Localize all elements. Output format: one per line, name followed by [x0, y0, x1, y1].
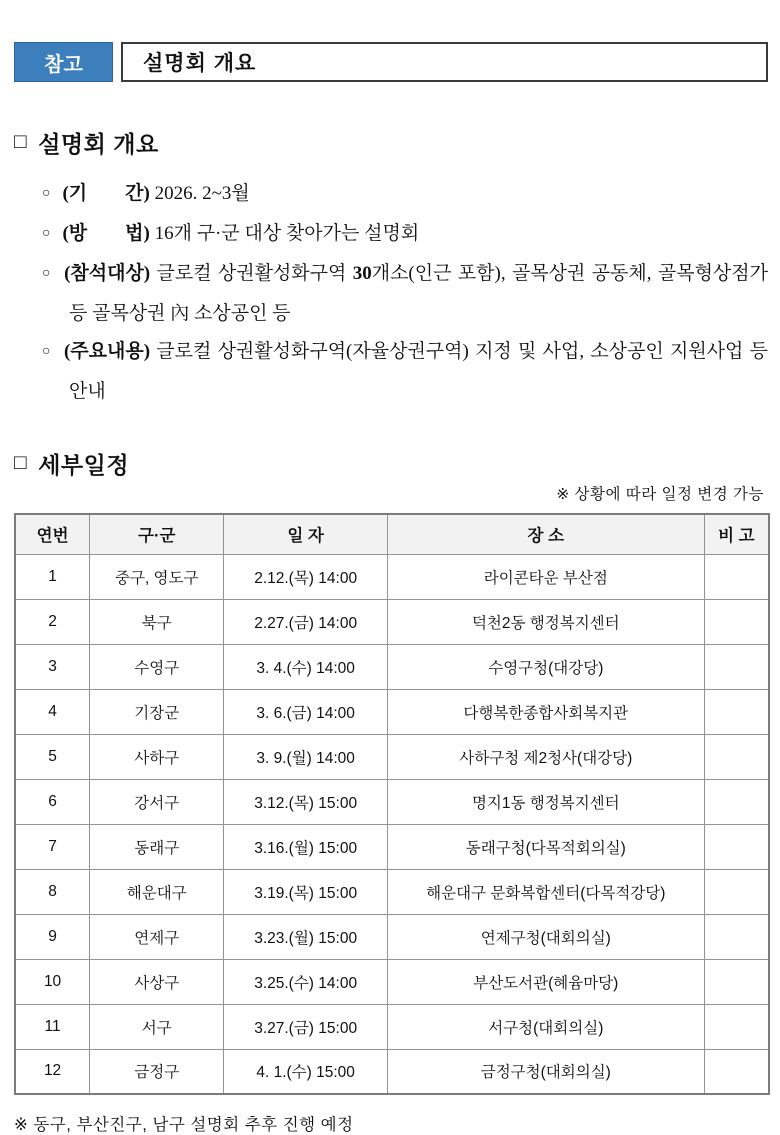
- table-cell: 동래구청(다목적회의실): [387, 824, 704, 869]
- reference-tag-label: 참고: [44, 53, 83, 76]
- table-cell: [704, 824, 769, 869]
- table-cell: 3: [15, 644, 90, 689]
- table-cell: 8: [15, 869, 90, 914]
- table-cell: 연제구청(대회의실): [387, 914, 704, 959]
- table-cell: [704, 779, 769, 824]
- table-cell: 3. 4.(수) 14:00: [224, 644, 388, 689]
- table-cell: 3.25.(수) 14:00: [224, 959, 388, 1004]
- overview-heading-text: 설명회 개요: [38, 131, 159, 157]
- table-cell: 7: [15, 824, 90, 869]
- schedule-footnote: ※ 동구, 부산진구, 남구 설명회 추후 진행 예정: [14, 1116, 354, 1134]
- table-row: [15, 869, 769, 914]
- table-cell: 중구, 영도구: [90, 554, 224, 599]
- table-cell: 3.19.(목) 15:00: [224, 869, 388, 914]
- table-cell: 사상구: [90, 959, 224, 1004]
- square-bullet-icon: □: [14, 450, 28, 474]
- document-title-box: [121, 42, 768, 82]
- table-cell: [704, 734, 769, 779]
- table-cell: 11: [15, 1004, 90, 1049]
- square-bullet-icon: □: [14, 129, 28, 153]
- table-cell: 5: [15, 734, 90, 779]
- table-cell: [704, 869, 769, 914]
- table-cell: 다행복한종합사회복지관: [387, 689, 704, 734]
- table-cell: 2: [15, 599, 90, 644]
- table-cell: 12: [15, 1049, 90, 1094]
- table-cell: 명지1동 행정복지센터: [387, 779, 704, 824]
- overview-bullet-list: [14, 175, 768, 411]
- table-cell: 3.16.(월) 15:00: [224, 824, 388, 869]
- table-row: [15, 824, 769, 869]
- bullet-text-segment: (기 간): [62, 183, 150, 204]
- table-row: [15, 1004, 769, 1049]
- table-cell: 연제구: [90, 914, 224, 959]
- table-row: [15, 779, 769, 824]
- overview-section-heading: [14, 126, 768, 159]
- table-cell: [704, 689, 769, 734]
- table-cell: [704, 1049, 769, 1094]
- table-cell: 수영구: [90, 644, 224, 689]
- table-cell: 서구: [90, 1004, 224, 1049]
- table-cell: 부산도서관(혜윰마당): [387, 959, 704, 1004]
- table-cell: 강서구: [90, 779, 224, 824]
- circle-bullet-icon: ○: [42, 226, 51, 241]
- table-row: [15, 599, 769, 644]
- bullet-text-segment: (방 법): [62, 223, 150, 244]
- column-header: 비 고: [704, 514, 769, 554]
- column-header: 장 소: [387, 514, 704, 554]
- bullet-text-segment: 2026. 2~3월: [149, 183, 250, 204]
- table-cell: 4. 1.(수) 15:00: [224, 1049, 388, 1094]
- table-cell: 3. 9.(월) 14:00: [224, 734, 388, 779]
- table-cell: 10: [15, 959, 90, 1004]
- schedule-table-body: [15, 554, 769, 1094]
- table-cell: 해운대구: [90, 869, 224, 914]
- table-cell: 2.27.(금) 14:00: [224, 599, 388, 644]
- table-row: [15, 959, 769, 1004]
- table-cell: [704, 554, 769, 599]
- bullet-text-segment: (참석대상): [64, 263, 151, 284]
- table-cell: 사하구: [90, 734, 224, 779]
- overview-bullet: [42, 255, 768, 333]
- table-cell: 금정구청(대회의실): [387, 1049, 704, 1094]
- table-cell: [704, 1004, 769, 1049]
- column-header: 구·군: [90, 514, 224, 554]
- circle-bullet-icon: ○: [42, 344, 52, 359]
- bullet-text-segment: 글로컬 상권활성화구역: [150, 263, 353, 284]
- bullet-text-segment: 개소(인근 포함), 골목상권 공동체, 골목형상점가 등 골목상권 內 소상공인 등: [69, 263, 768, 324]
- circle-bullet-icon: ○: [42, 266, 53, 281]
- column-header: 연번: [15, 514, 90, 554]
- reference-tag-badge: [14, 42, 113, 82]
- table-cell: 3.27.(금) 15:00: [224, 1004, 388, 1049]
- overview-bullet: [42, 333, 768, 411]
- schedule-table-head: [15, 514, 769, 554]
- schedule-section-heading: [14, 447, 768, 480]
- schedule-heading-text: 세부일정: [38, 452, 130, 478]
- document-title: 설명회 개요: [143, 52, 257, 75]
- table-cell: [704, 599, 769, 644]
- table-cell: 2.12.(목) 14:00: [224, 554, 388, 599]
- overview-bullet: [42, 175, 768, 215]
- table-cell: 북구: [90, 599, 224, 644]
- table-cell: 3.12.(목) 15:00: [224, 779, 388, 824]
- table-cell: 사하구청 제2청사(대강당): [387, 734, 704, 779]
- bullet-text-segment: 30: [352, 263, 372, 284]
- bullet-text-segment: 16개 구·군 대상 찾아가는 설명회: [149, 223, 420, 244]
- table-cell: 3.23.(월) 15:00: [224, 914, 388, 959]
- bullet-text-segment: (주요내용): [63, 341, 151, 362]
- table-cell: 4: [15, 689, 90, 734]
- table-cell: 서구청(대회의실): [387, 1004, 704, 1049]
- table-row: [15, 1049, 769, 1094]
- table-row: [15, 644, 769, 689]
- column-header: 일 자: [224, 514, 388, 554]
- table-cell: 수영구청(대강당): [387, 644, 704, 689]
- table-cell: 6: [15, 779, 90, 824]
- table-cell: 동래구: [90, 824, 224, 869]
- bullet-text-segment: 글로컬 상권활성화구역(자율상권구역) 지정 및 사업, 소상공인 지원사업 등 안내: [69, 341, 768, 402]
- table-row: [15, 689, 769, 734]
- header-row: [15, 514, 769, 554]
- table-cell: [704, 914, 769, 959]
- circle-bullet-icon: ○: [42, 186, 51, 201]
- table-row: [15, 734, 769, 779]
- table-row: [15, 554, 769, 599]
- schedule-change-note: ※ 상황에 따라 일정 변경 가능: [556, 486, 764, 503]
- table-cell: 기장군: [90, 689, 224, 734]
- table-cell: 금정구: [90, 1049, 224, 1094]
- table-cell: 1: [15, 554, 90, 599]
- table-cell: 라이콘타운 부산점: [387, 554, 704, 599]
- table-cell: 9: [15, 914, 90, 959]
- table-row: [15, 914, 769, 959]
- table-cell: 3. 6.(금) 14:00: [224, 689, 388, 734]
- document-header: [14, 42, 768, 82]
- table-cell: [704, 959, 769, 1004]
- table-cell: 해운대구 문화복합센터(다목적강당): [387, 869, 704, 914]
- table-cell: [704, 644, 769, 689]
- table-cell: 덕천2동 행정복지센터: [387, 599, 704, 644]
- schedule-table: [14, 513, 770, 1095]
- overview-bullet: [42, 215, 768, 255]
